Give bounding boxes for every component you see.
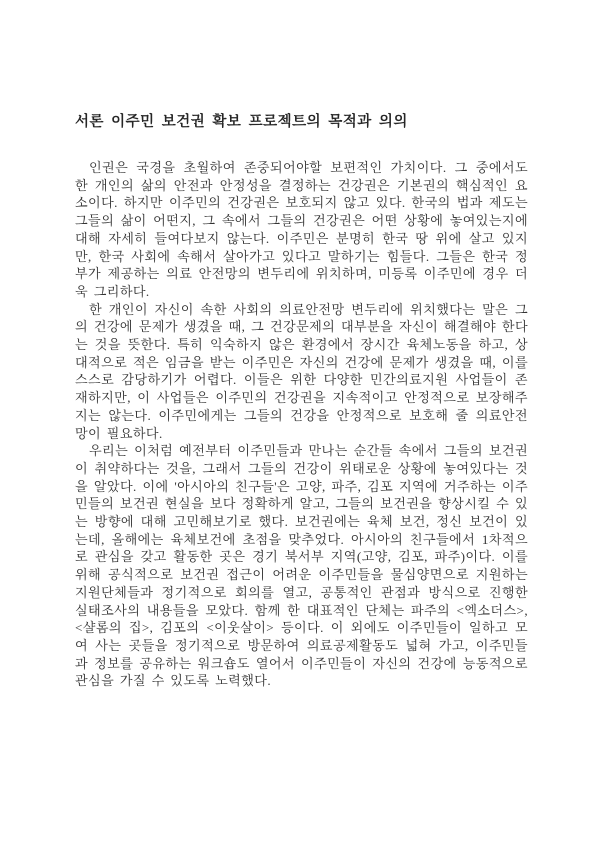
paragraph-2: 한 개인이 자신이 속한 사회의 의료안전망 변두리에 위치했다는 말은 그의 건강에 문제가 생겼을 때, 그 건강문제의 대부분을 자신이 해결해야 한다는 것을 뜻한다. 특히 익숙하지 않은 환경에서 장시간 육체노동을 하고, 상대적으로 적은 임금을 받는 이주민은 자신의 건강에 문제가 생겼을 때, 이를 스스로 감당하기가 어렵다. 이들은 위한 다양한 민간의료지원 사업들이 존재하지만, 이 사업들은 이주민의 건강권을 지속적이고 안정적으로 보장해주지는 않는다. 이주민에게는 그들의 건강을 안정적으로 보호해 줄 의료안전망이 필요하다. xyxy=(75,301,528,441)
document-body xyxy=(75,159,528,690)
page-title: 서론 이주민 보건권 확보 프로젝트의 목적과 의의 xyxy=(75,114,408,130)
paragraph-3: 우리는 이처럼 예전부터 이주민들과 만나는 순간들 속에서 그들의 보건권이 취약하다는 것을, 그래서 그들의 건강이 위태로운 상황에 놓여있다는 것을 알았다. 이에 '아시아의 친구들'은 고양, 파주, 김포 지역에 거주하는 이주민들의 보건권 현실을 보다 정확하게 알고, 그들의 보건권을 향상시킬 수 있는 방향에 대해 고민해보기로 했다. 보건권에는 육체 보건, 정신 보건이 있는데, 올해에는 육체보건에 초점을 맞추었다. 아시아의 친구들에서 1차적으로 관심을 갖고 활동한 곳은 경기 북서부 지역(고양, 김포, 파주)이다. 이를 위해 공식적으로 보건권 접근이 어려운 이주민들을 물심양면으로 지원하는 지원단체들과 정기적으로 회의를 열고, 공통적인 관점과 방식으로 진행한 실태조사의 내용들을 모았다. 함께 한 대표적인 단체는 파주의 <엑소더스>, <샬롬의 집>, 김포의 <이웃살이> 등이다. 이 외에도 이주민들이 일하고 모여 사는 곳들을 정기적으로 방문하여 의료공제활동도 넓혀 가고, 이주민들과 정보를 공유하는 워크숍도 열어서 이주민들이 자신의 건강에 능동적으로 관심을 가질 수 있도록 노력했다. xyxy=(75,443,528,689)
document-content xyxy=(75,110,528,690)
paragraph-1: 인권은 국경을 초월하여 존중되어야할 보편적인 가치이다. 그 중에서도 한 개인의 삶의 안전과 안정성을 결정하는 건강권은 기본권의 핵심적인 요소이다. 하지만 이주민의 건강권은 보호되지 않고 있다. 한국의 법과 제도는 그들의 삶이 어떤지, 그 속에서 그들의 건강권은 어떤 상황에 놓여있는지에 대해 자세히 들여다보지 않는다. 이주민은 분명히 한국 땅 위에 살고 있지만, 한국 사회에 속해서 살아가고 있다고 말하기는 힘들다. 그들은 한국 정부가 제공하는 의료 안전망의 변두리에 위치하며, 미등록 이주민에 경우 더욱 그리하다. xyxy=(75,160,528,299)
